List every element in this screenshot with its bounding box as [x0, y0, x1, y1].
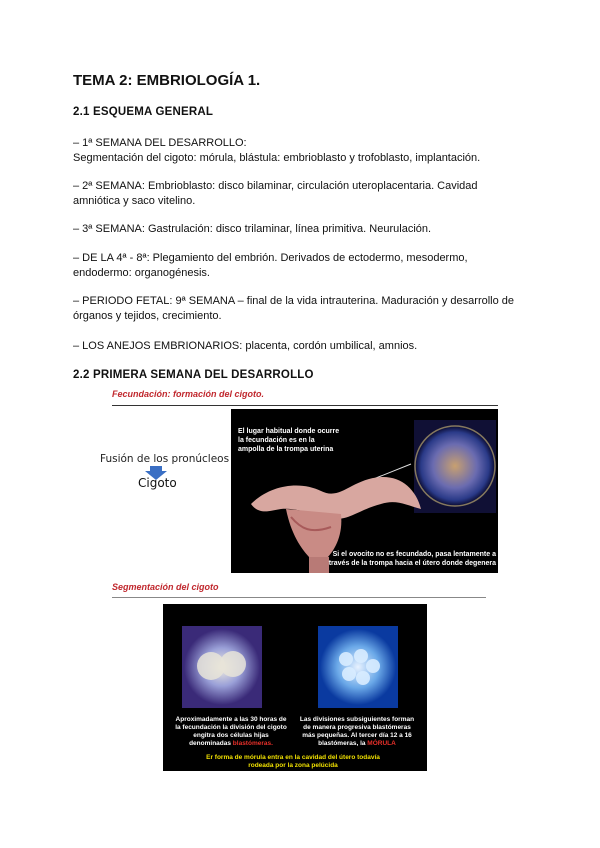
blastomeras-term: blastómeras. [232, 740, 273, 747]
item-line: – 3ª SEMANA: Gastrulación: disco trilaminar, línea primitiva. Neurulación. [73, 223, 432, 235]
blastomere-text-body: Aproximadamente a las 30 horas de la fecundación la división del cigoto engitra dos células hijas denominadas [175, 716, 287, 747]
list-item [73, 179, 533, 209]
list-item [73, 222, 533, 237]
divider [112, 597, 486, 598]
unfertilized-oocyte-text: Si el ovocito no es fecundado, pasa lentamente a través de la trompa hacia el útero donde degenera [328, 551, 496, 567]
item-line: – DE LA 4ª - 8ª: Plegamiento del embrión. Derivados de ectodermo, mesodermo, [73, 252, 468, 264]
section-heading-first-week: 2.2 PRIMERA SEMANA DEL DESARROLLO [73, 369, 314, 381]
morula-text [299, 716, 415, 748]
blastomere-text [175, 716, 287, 748]
section-heading-general: 2.1 ESQUEMA GENERAL [73, 106, 214, 118]
list-item [73, 294, 533, 324]
divider [112, 405, 498, 406]
item-line: Segmentación del cigoto: mórula, blástula: embrioblasto y trofoblasto, implantación. [73, 152, 481, 164]
fertilization-location-text: El lugar habitual donde ocurre la fecundación es en la ampolla de la trompa uterina [238, 428, 340, 453]
list-item [73, 339, 533, 354]
morula-text-body: Las divisiones subsiguientes forman de manera progresiva blastómeras más pequeñas. Al tercer día 12 a 16 blastómeras, la [299, 716, 415, 747]
morula-uterus-text: Er forma de mórula entra en la cavidad del útero todavía rodeada por la zona pelúcida [206, 754, 380, 769]
item-line: órganos y tejidos, crecimiento. [73, 310, 222, 322]
list-item [73, 251, 533, 281]
item-line: endodermo: organogénesis. [73, 267, 210, 279]
slide-caption-segmentacion: Segmentación del cigoto [112, 582, 219, 592]
list-item [73, 136, 533, 166]
page-title: TEMA 2: EMBRIOLOGÍA 1. [73, 72, 261, 89]
pronucleus-label: Fusión de los pronúcleos [100, 453, 230, 465]
item-line: – LOS ANEJOS EMBRIONARIOS: placenta, cordón umbilical, amnios. [73, 340, 418, 352]
morula-term: MÓRULA [367, 740, 396, 747]
item-line: – 2ª SEMANA: Embrioblasto: disco bilaminar, circulación uteroplacentaria. Cavidad [73, 180, 478, 192]
segmentation-image [163, 604, 427, 771]
slide-caption-fecundacion: Fecundación: formación del cigoto. [112, 389, 265, 399]
item-line: amniótica y saco vitelino. [73, 195, 196, 207]
zygote-label: Cigoto [138, 476, 177, 490]
fertilization-image [231, 409, 498, 573]
item-line: – 1ª SEMANA DEL DESARROLLO: [73, 137, 247, 149]
item-line: – PERIODO FETAL: 9ª SEMANA – final de la vida intrauterina. Maduración y desarrollo de [73, 295, 515, 307]
